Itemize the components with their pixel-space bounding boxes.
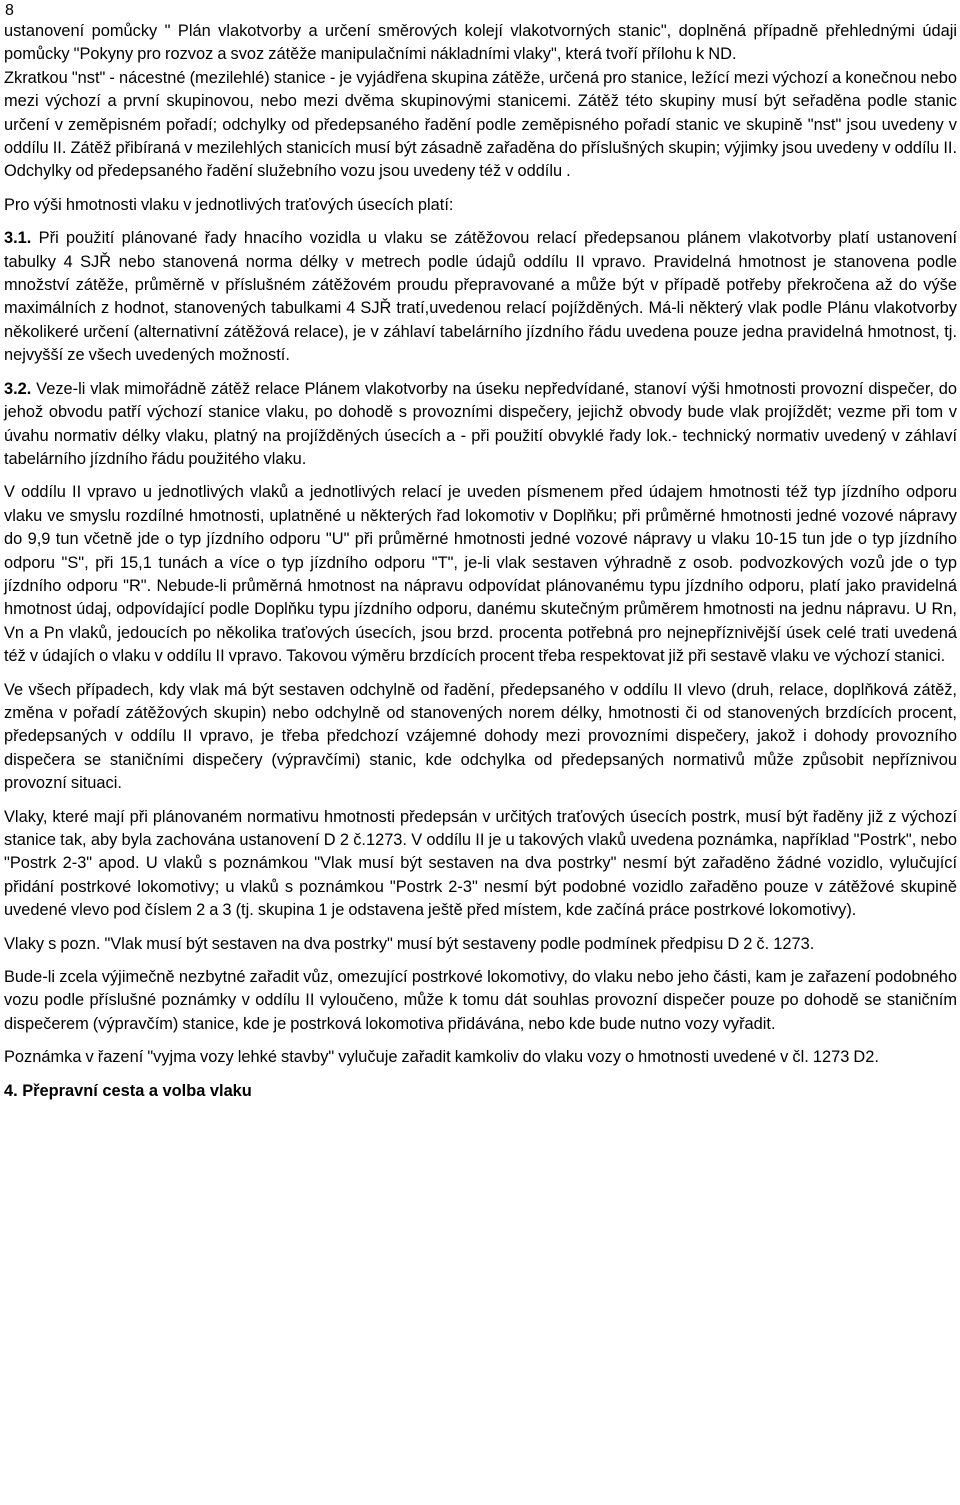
paragraph-3-2 (4, 378, 957, 472)
paragraph-two-bankers: Vlaky s pozn. "Vlak musí být sestaven na dva postrky" musí být sestaveny podle podmínek předpisu D 2 č. 1273. (4, 934, 815, 953)
paragraph-pomucky-reference: ustanovení pomůcky " Plán vlakotvorby a určení směrových kolejí vlakotvorných stanic", doplněná případně přehlednými údaji pomůcky "Pokyny pro rozvoz a svoz zátěže manipulačními nákladními vlaky", která tvoří přílohu k ND. (4, 22, 957, 64)
paragraph-banking-locomotive: Vlaky, které mají při plánovaném normativu hmotnosti předepsán v určitých traťových úsecích postrk, musí být řaděny již z výchozí stanice tak, aby byla zachována ustanovení D 2 č.1273. V oddílu II je u takových vlaků uvedena poznámka, například "Postrk", nebo "Postrk 2-3" apod. U vlaků s poznámkou "Vlak musí být sestaven na dva postrky" nesmí být zařaděno žádné vozidlo, vylučující přidání postrkové lokomotivy; u vlaků s poznámkou "Postrk 2-3" nesmí být podobné vozidlo zařaděno pouze v zátěžové skupině uvedené vlevo pod číslem 2 a 3 (tj. skupina 1 je odstavena ještě před místem, kde začíná práce postrkové lokomotivy). (4, 807, 957, 920)
paragraph-nst-definition: Zkratkou "nst" - nácestné (mezilehlé) stanice - je vyjádřena skupina zátěže, určená pro stanice, ležící mezi výchozí a konečnou nebo mezi výchozí a první skupinovou, nebo mezi dvěma skupinovými stanicemi. Zátěž této skupiny musí být seřaděna podle stanic určení v zeměpisném pořadí; odchylky od předepsaného řadění podle zeměpisného pořadí stanic ve skupině "nst" jsou uvedeny v oddílu II. Zátěž přibíraná v mezilehlých stanicích musí být zásadně zařaděna do příslušných skupin; výjimky jsou uvedeny v oddílu II. Odchylky od předepsaného řadění služebního vozu jsou uvedeny též v oddílu . (4, 68, 957, 181)
paragraph-3-1 (4, 227, 957, 367)
section-heading-4: 4. Přepravní cesta a volba vlaku (4, 1081, 252, 1100)
paragraph-light-wagons-note: Poznámka v řazení "vyjma vozy lehké stavby" vylučuje zařadit kamkoliv do vlaku vozy o hmotnosti uvedené v čl. 1273 D2. (4, 1048, 879, 1067)
paragraph-3-1-text: Při použití plánované řady hnacího vozidla u vlaku se zátěžovou relací předepsanou plánem vlakotvorby platí ustanovení tabulky 4 SJŘ nebo stanovená norma délky v metrech podle údajů oddílu II vpravo. Pravidelná hmotnost je stanovena podle množství zátěže, průměrně v příslušném zátěžovém proudu přepravované a může být v případě potřeby překročena až do výše maximálních z hodnot, stanovených tabulkami 4 SJŘ tratí,uvedenou relací pojížděných. Má-li některý vlak podle Plánu vlakotvorby několikeré určení (alternativní zátěžová relace), je v záhlaví tabelárního jízdního řádu uvedena pouze jedna pravidelná hmotnost, tj. nejvyšší ze všech uvedených možností. (4, 229, 957, 365)
document-page (4, 0, 957, 1103)
section-number-3-1: 3.1. (4, 229, 32, 248)
paragraph-running-resistance: V oddílu II vpravo u jednotlivých vlaků a jednotlivých relací je uveden písmenem před údajem hmotnosti též typ jízdního odporu vlaku ve smyslu rozdílné hmotnosti, uplatněné u některých řad lokomotiv v Doplňku; při průměrné hmotnosti jedné vozové nápravy do 9,9 tun včetně jde o typ jízdního odporu "U" při průměrné hmotnosti jedné vozové nápravy u vlaku 10-15 tun jde o typ jízdního odporu "S", při 15,1 tunách a více o typ jízdního odporu "T", je-li vlak sestaven výhradně z osob. podvozkových vozů jde o typ jízdního odporu "R". Nebude-li průměrná hmotnost na nápravu odpovídat plánovanému typu jízdního odporu, platí jako pravidelná hmotnost údaj, odpovídající podle Doplňku typu jízdního odporu, danému skutečným průměrem hmotnosti na jednu nápravu. U Rn, Vn a Pn vlaků, jedoucích po několika traťových úsecích, jsou brzd. procenta potřebná pro nejnepříznivější úsek celé trati uvedená též v údajích o vlaku v oddílu II vpravo. Takovou výměru brzdících procent třeba respektovat již při sestavě vlaku ve výchozí stanici. (4, 483, 957, 666)
section-number-3-2: 3.2. (4, 379, 32, 398)
paragraph-weight-intro: Pro výši hmotnosti vlaku v jednotlivých traťových úsecích platí: (4, 195, 454, 214)
paragraph-deviation-agreement: Ve všech případech, kdy vlak má být sestaven odchylně od řadění, předepsaného v oddílu II vlevo (druh, relace, doplňková zátěž, změna v pořadí zátěžových skupin) nebo odchylně od stanovených norem délky, hmotnosti či od stanovených brzdících procent, předepsaných v oddílu II vpravo, je třeba předchozí vzájemné dohody mezi provozními dispečery, jakož i dohody provozního dispečera se staničními dispečery (výpravčími) stanic, kde odchylka od předepsaných normativů může způsobit nepříznivou provozní situaci. (4, 680, 957, 793)
page-number: 8 (5, 2, 14, 19)
paragraph-exceptional-wagon: Bude-li zcela výjimečně nezbytné zařadit vůz, omezující postrkové lokomotivy, do vlaku nebo jeho části, kam je zařazení podobného vozu podle příslušné poznámky v oddílu II vyloučeno, může k tomu dát souhlas provozní dispečer pouze po dohodě se staničním dispečerem (výpravčím) stanice, kde je postrková lokomotiva přidávána, nebo kde bude nutno vozy vyřadit. (4, 968, 957, 1033)
paragraph-3-2-text: Veze-li vlak mimořádně zátěž relace Plánem vlakotvorby na úseku nepředvídané, stanoví výši hmotnosti provozní dispečer, do jehož obvodu patří výchozí stanice vlaku, po dohodě s provozními dispečery, jejichž obvody bude vlak projíždět; vezme při tom v úvahu normativ délky vlaku, platný na projížděných úsecích a - při použití obvyklé řady lok.- technický normativ uvedený v záhlaví tabelárního jízdního řádu použitého vlaku. (4, 379, 957, 468)
